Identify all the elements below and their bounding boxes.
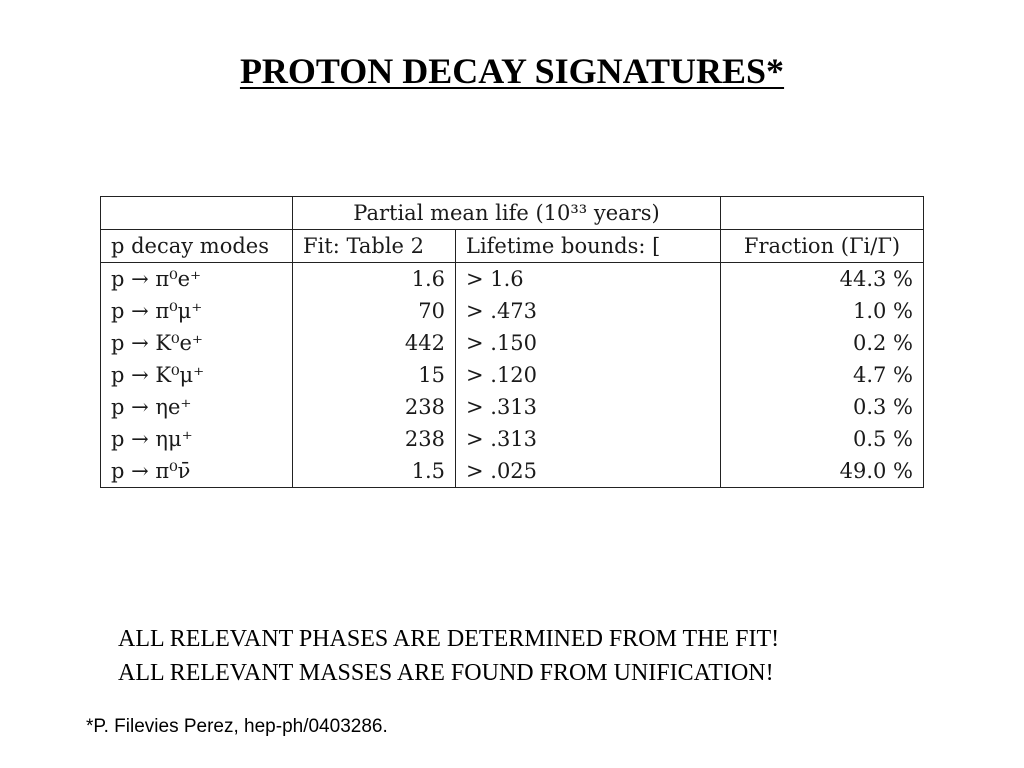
table-row bbox=[101, 327, 924, 359]
decay-mode: p → ημ⁺ bbox=[101, 423, 293, 455]
table-row bbox=[101, 391, 924, 423]
fraction-value: 49.0 % bbox=[721, 455, 924, 488]
decay-table bbox=[100, 196, 924, 488]
fraction-value: 4.7 % bbox=[721, 359, 924, 391]
page-title bbox=[0, 50, 1024, 92]
table-row bbox=[101, 295, 924, 327]
lifetime-bound: > .313 bbox=[456, 423, 721, 455]
fraction-value: 44.3 % bbox=[721, 263, 924, 296]
lifetime-bound: > 1.6 bbox=[456, 263, 721, 296]
column-header-mode: p decay modes bbox=[101, 230, 293, 263]
fraction-value: 0.5 % bbox=[721, 423, 924, 455]
group-header: Partial mean life (10³³ years) bbox=[293, 197, 721, 230]
table-row bbox=[101, 263, 924, 296]
column-header-fraction: Fraction (Γi/Γ) bbox=[721, 230, 924, 263]
table-row bbox=[101, 455, 924, 488]
column-header-fit: Fit: Table 2 bbox=[293, 230, 456, 263]
table-row bbox=[101, 423, 924, 455]
lifetime-bound: > .025 bbox=[456, 455, 721, 488]
table-row bbox=[101, 359, 924, 391]
column-header-bounds: Lifetime bounds: [ bbox=[456, 230, 721, 263]
fit-value: 1.5 bbox=[293, 455, 456, 488]
note-line: ALL RELEVANT PHASES ARE DETERMINED FROM THE FIT! bbox=[118, 626, 780, 652]
lifetime-bound: > .150 bbox=[456, 327, 721, 359]
decay-mode: p → π⁰ν̄ bbox=[101, 455, 293, 488]
decay-mode: p → K⁰μ⁺ bbox=[101, 359, 293, 391]
fraction-value: 1.0 % bbox=[721, 295, 924, 327]
decay-mode: p → ηe⁺ bbox=[101, 391, 293, 423]
conclusion-notes bbox=[118, 622, 779, 690]
fit-value: 238 bbox=[293, 391, 456, 423]
column-header-row bbox=[101, 230, 924, 263]
footnote: *P. Filevies Perez, hep-ph/0403286. bbox=[86, 716, 388, 737]
fit-value: 1.6 bbox=[293, 263, 456, 296]
decay-mode: p → π⁰e⁺ bbox=[101, 263, 293, 296]
empty-header-cell bbox=[101, 197, 293, 230]
fit-value: 70 bbox=[293, 295, 456, 327]
fit-value: 238 bbox=[293, 423, 456, 455]
fraction-value: 0.2 % bbox=[721, 327, 924, 359]
decay-mode: p → K⁰e⁺ bbox=[101, 327, 293, 359]
lifetime-bound: > .473 bbox=[456, 295, 721, 327]
page-title-text: PROTON DECAY SIGNATURES* bbox=[239, 51, 785, 91]
fraction-value: 0.3 % bbox=[721, 391, 924, 423]
note-line: ALL RELEVANT MASSES ARE FOUND FROM UNIFICATION! bbox=[118, 660, 774, 686]
lifetime-bound: > .313 bbox=[456, 391, 721, 423]
fit-value: 15 bbox=[293, 359, 456, 391]
lifetime-bound: > .120 bbox=[456, 359, 721, 391]
empty-header-cell bbox=[721, 197, 924, 230]
fit-value: 442 bbox=[293, 327, 456, 359]
decay-mode: p → π⁰μ⁺ bbox=[101, 295, 293, 327]
group-header-row bbox=[101, 197, 924, 230]
